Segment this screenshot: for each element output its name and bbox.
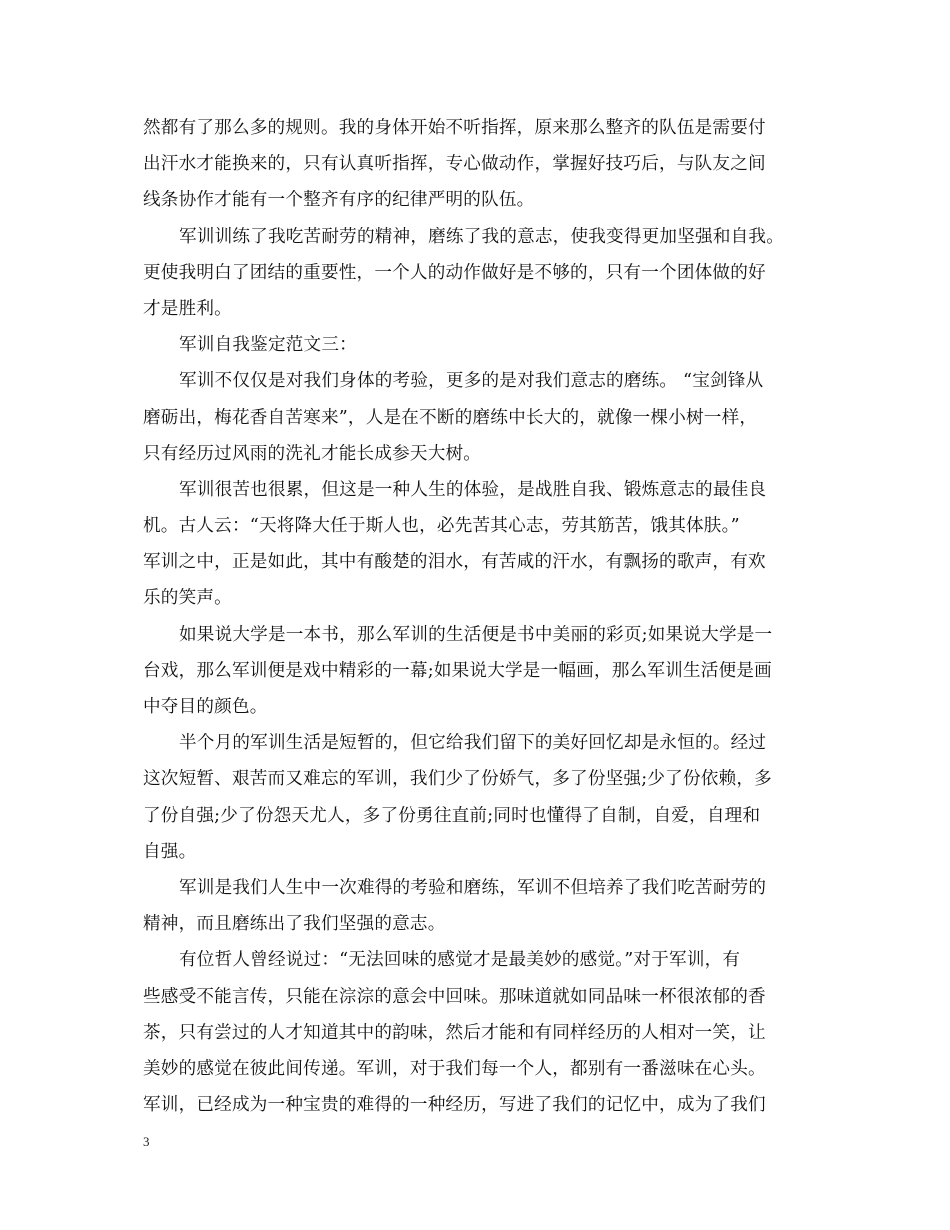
text-line: 美妙的感觉在彼此间传递。军训，对于我们每一个人，都别有一番滋味在心头。 <box>143 1058 766 1079</box>
text-line: 军训是我们人生中一次难得的考验和磨练，军训不但培养了我们吃苦耐劳的 <box>179 877 767 898</box>
text-line: 中夺目的颜色。 <box>143 697 268 717</box>
text-line: 如果说大学是一本书，那么军训的生活便是书中美丽的彩页;如果说大学是一 <box>179 624 773 645</box>
text-line: 茶，只有尝过的人才知道其中的韵味，然后才能和有同样经历的人相对一笑，让 <box>143 1022 766 1043</box>
text-line: 些感受不能言传，只能在淙淙的意会中回味。那味道就如同品味一杯很浓郁的香 <box>143 986 766 1007</box>
text-line: 才是胜利。 <box>143 298 232 319</box>
text-line: 有位哲人曾经说过：“无法回味的感觉才是最美妙的感觉。”对于军训，有 <box>179 950 741 971</box>
text-line: 线条协作才能有一个整齐有序的纪律严明的队伍。 <box>143 190 535 211</box>
text-line: 这次短暂、艰苦而又难忘的军训，我们少了份娇气，多了份坚强;少了份依赖，多 <box>143 769 772 790</box>
text-line: 机。古人云：“天将降大任于斯人也，必先苦其心志，劳其筋苦，饿其体肤。” <box>143 516 740 537</box>
text-line: 磨砺出，梅花香自苦寒来”，人是在不断的磨练中长大的，就像一棵小树一样， <box>143 407 758 428</box>
text-line: 自强。 <box>143 841 197 862</box>
text-line: 然都有了那么多的规则。我的身体开始不听指挥，原来那么整齐的队伍是需要付 <box>143 118 766 138</box>
text-line: 军训训练了我吃苦耐劳的精神，磨练了我的意志，使我变得更加坚强和自我。 <box>179 226 784 247</box>
page-number: 3 <box>143 1134 150 1149</box>
text-line: 台戏，那么军训便是戏中精彩的一幕;如果说大学是一幅画，那么军训生活便是画 <box>143 660 772 681</box>
text-line: 更使我明白了团结的重要性，一个人的动作做好是不够的，只有一个团体做的好 <box>143 262 766 283</box>
text-line: 精神，而且磨练出了我们坚强的意志。 <box>143 914 446 935</box>
text-line: 只有经历过风雨的洗礼才能长成参天大树。 <box>143 443 482 464</box>
text-line: 军训，已经成为一种宝贵的难得的一种经历，写进了我们的记忆中，成为了我们 <box>143 1095 766 1116</box>
text-line: 半个月的军训生活是短暂的，但它给我们留下的美好回忆却是永恒的。经过 <box>179 733 767 754</box>
text-line: 了份自强;少了份怨天尤人，多了份勇往直前;同时也懂得了自制，自爱，自理和 <box>143 805 761 826</box>
text-line: 军训之中，正是如此，其中有酸楚的泪水，有苦咸的汗水，有飘扬的歌声，有欢 <box>143 552 766 573</box>
text-line: 军训不仅仅是对我们身体的考验，更多的是对我们意志的磨练。 “宝剑锋从 <box>179 371 764 392</box>
text-line: 军训很苦也很累，但这是一种人生的体验，是战胜自我、锻炼意志的最佳良 <box>179 479 767 500</box>
text-line: 军训自我鉴定范文三： <box>179 335 357 356</box>
text-line: 乐的笑声。 <box>143 588 232 609</box>
text-line: 出汗水才能换来的，只有认真听指挥，专心做动作，掌握好技巧后，与队友之间 <box>143 154 766 175</box>
body-text <box>143 110 813 1123</box>
